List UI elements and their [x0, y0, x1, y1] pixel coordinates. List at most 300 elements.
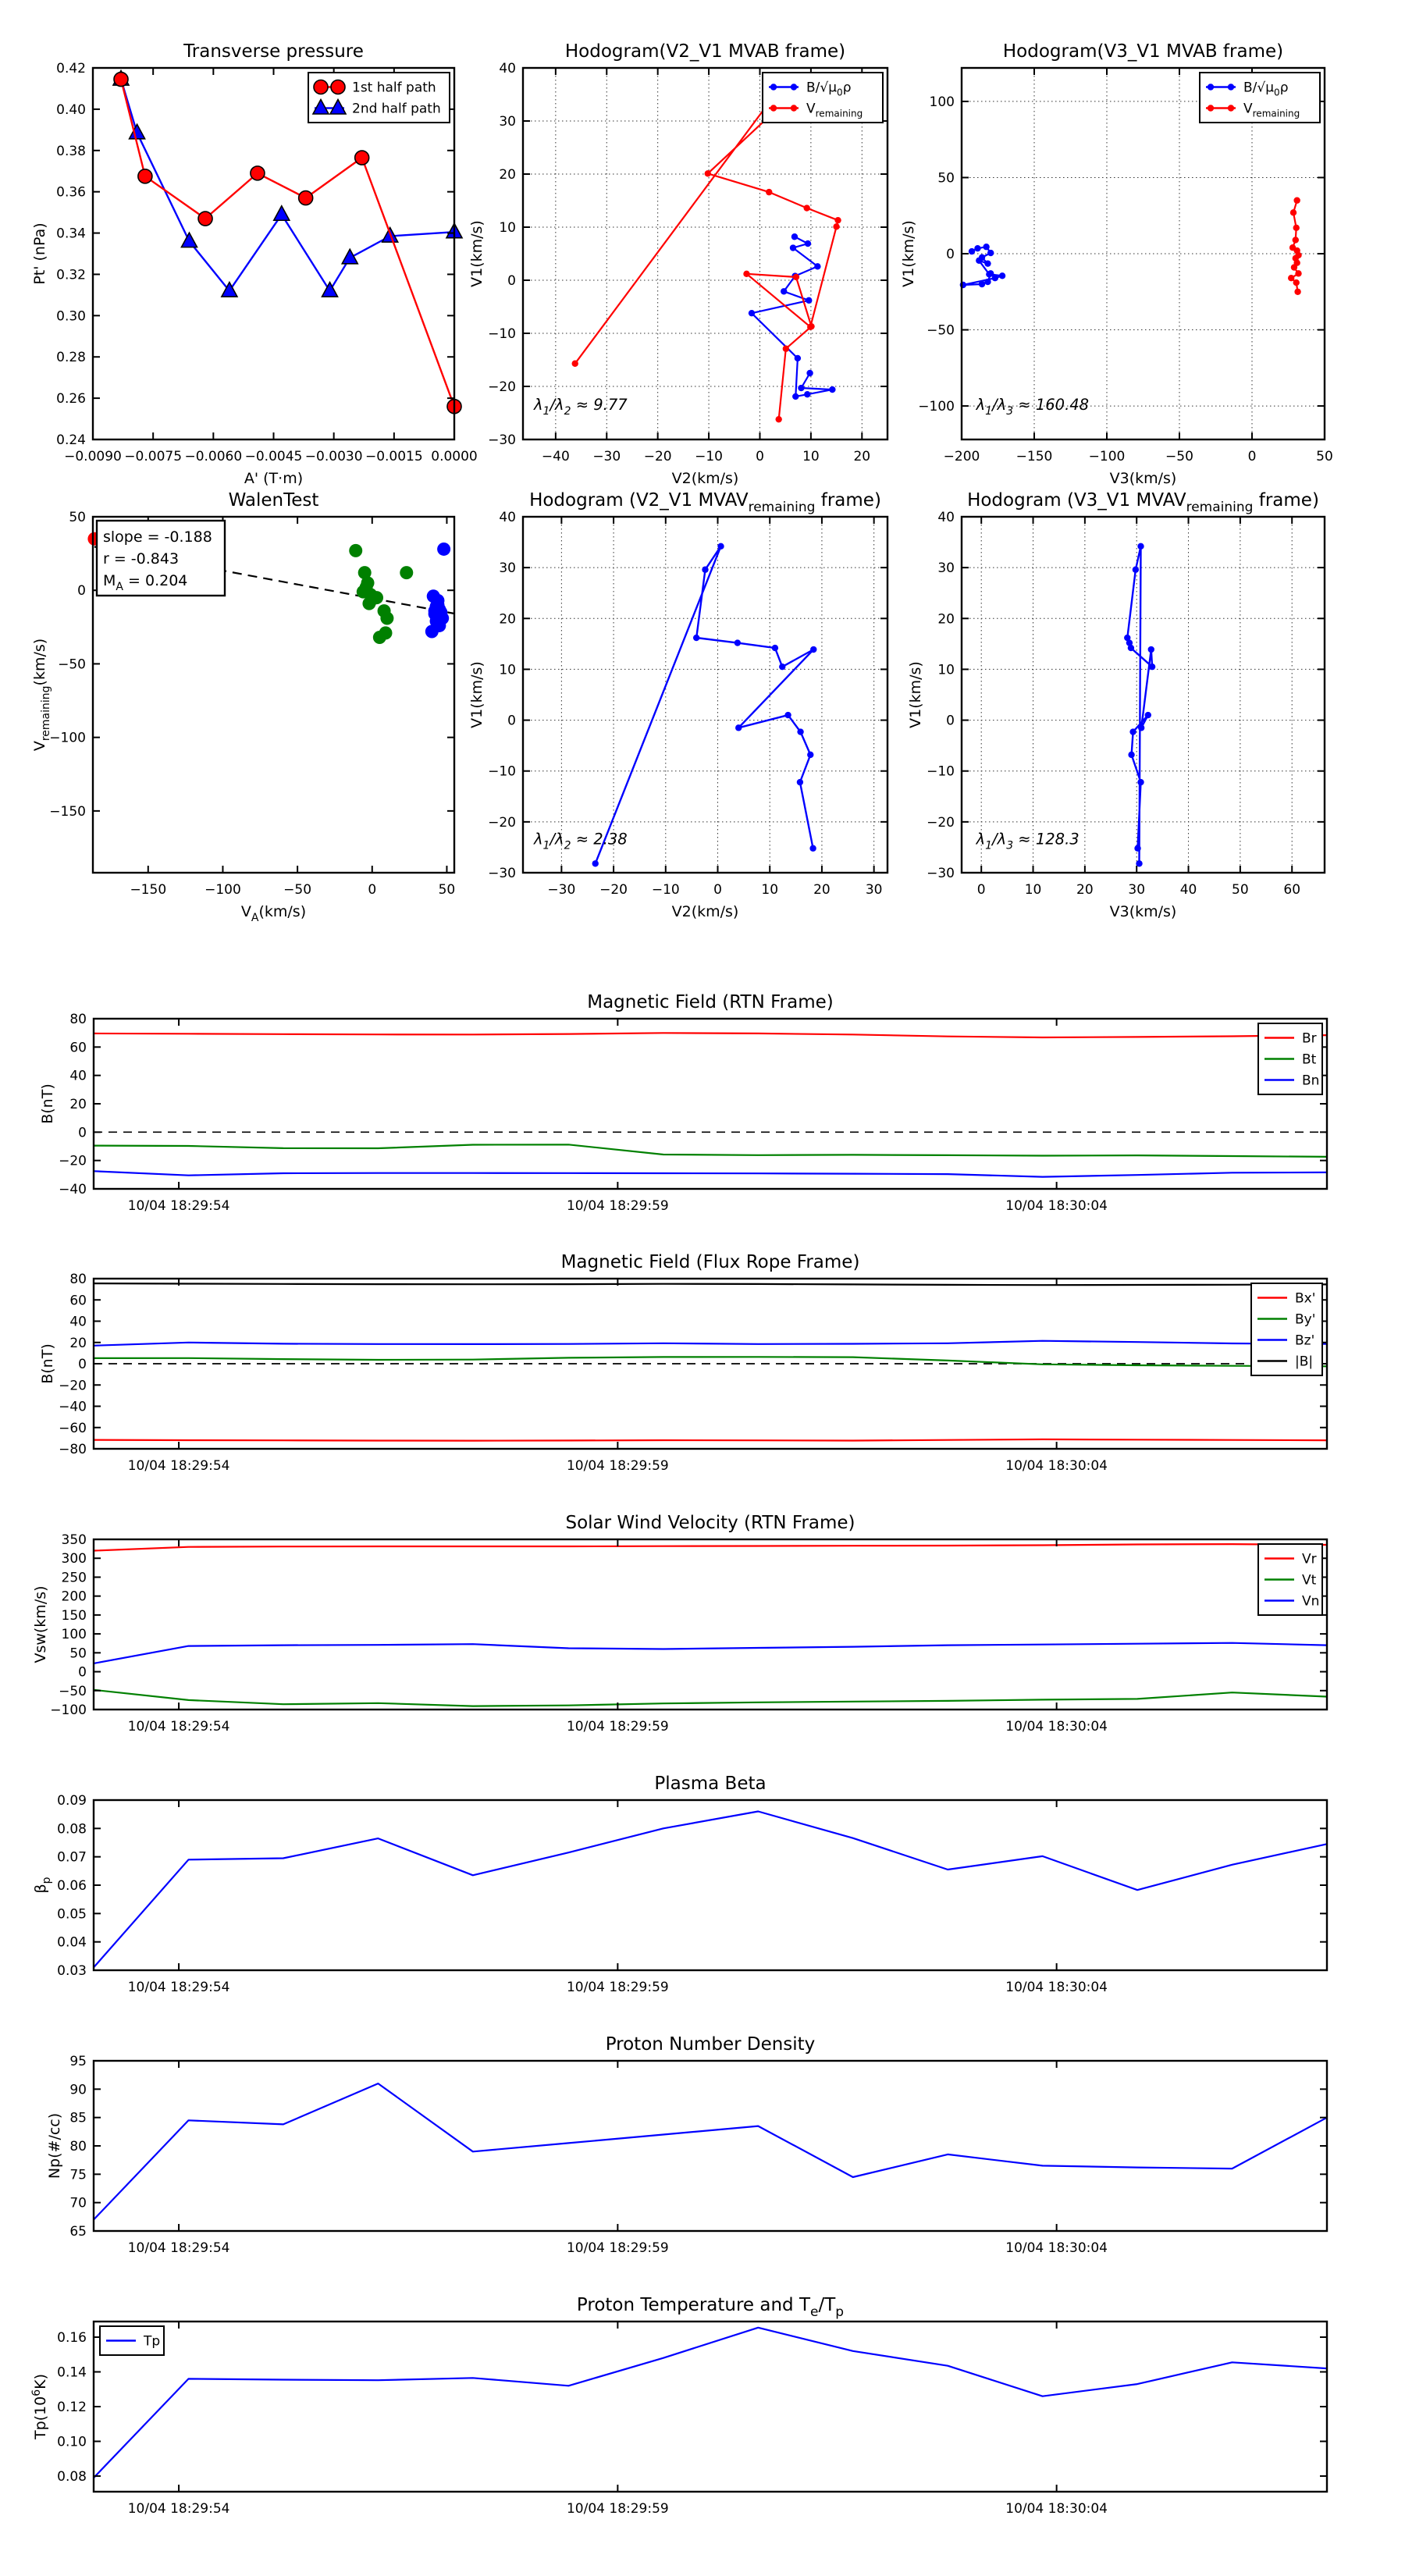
series-Tp — [94, 2328, 1327, 2478]
y-tick-label: 0.14 — [57, 2364, 87, 2381]
data-point — [987, 250, 994, 256]
x-tick-label: 10/04 18:29:59 — [566, 2501, 669, 2517]
data-point — [808, 323, 814, 329]
data-point — [791, 84, 797, 90]
data-point — [702, 567, 708, 573]
y-tick-label: 10 — [499, 220, 516, 236]
axes-frame — [523, 68, 887, 439]
data-point — [805, 240, 811, 247]
chart-proton-temperature — [30, 2295, 1327, 2517]
legend — [1200, 73, 1320, 123]
data-point — [1228, 105, 1234, 111]
x-tick-label: 0 — [756, 449, 764, 464]
data-point — [987, 270, 994, 276]
x-tick-label: 30 — [865, 882, 883, 898]
x-tick-label: −0.0075 — [124, 449, 183, 464]
y-axis-label: B(nT) — [39, 1343, 56, 1384]
x-tick-label: 10/04 18:29:59 — [566, 1719, 669, 1735]
data-point — [274, 206, 290, 221]
x-tick-label: 10/04 18:29:54 — [127, 1198, 230, 1214]
legend-label: Br — [1302, 1030, 1317, 1047]
x-tick-label: 10 — [761, 882, 779, 898]
x-tick-label: 10/04 18:29:54 — [127, 1719, 230, 1735]
chart-title: WalenTest — [228, 490, 319, 511]
y-tick-label: 0 — [78, 1357, 87, 1372]
chart-proton-number-density — [46, 2034, 1327, 2256]
x-tick-label: −30 — [592, 449, 621, 464]
chart-hodogram-v3v1-mvav — [907, 490, 1325, 920]
data-point — [806, 297, 812, 304]
x-tick-label: −0.0045 — [244, 449, 303, 464]
data-point — [979, 281, 985, 287]
annotation: $\lambda_1/\lambda_3 \approx 128.3$ — [976, 830, 1080, 852]
annotation: $\lambda_1/\lambda_3 \approx 160.48$ — [976, 395, 1090, 418]
y-tick-label: −10 — [488, 763, 516, 780]
y-tick-label: −20 — [59, 1378, 87, 1394]
data-point — [795, 355, 801, 361]
axes-frame — [94, 2322, 1327, 2492]
y-tick-label: 65 — [69, 2224, 87, 2240]
y-tick-label: 300 — [61, 1551, 87, 1567]
x-axis-label: V3(km/s) — [1109, 903, 1177, 920]
y-tick-label: 10 — [937, 662, 955, 678]
data-point — [791, 233, 798, 240]
y-tick-label: 0.03 — [57, 1963, 87, 1979]
chart-magnetic-field-flux-rope — [39, 1252, 1327, 1474]
legend — [763, 73, 883, 123]
y-tick-label: −100 — [918, 399, 955, 415]
data-point — [1293, 279, 1300, 286]
y-tick-label: −50 — [58, 656, 86, 673]
x-tick-label: 10/04 18:29:54 — [127, 1458, 230, 1474]
y-tick-label: −20 — [488, 814, 516, 831]
stats-line: slope = -0.188 — [103, 528, 212, 546]
data-point — [1128, 752, 1134, 758]
data-point — [1228, 84, 1234, 90]
x-axis-label: $V_A(km/s)$ — [240, 903, 307, 924]
y-tick-label: 0 — [507, 713, 516, 729]
chart-hodogram-v3v1-mvab — [900, 41, 1333, 487]
data-point — [1138, 724, 1144, 731]
x-tick-label: −0.0090 — [64, 449, 122, 464]
y-tick-label: 350 — [61, 1532, 87, 1548]
axes-frame — [94, 1800, 1327, 1970]
data-point — [793, 274, 799, 280]
legend-label: 2nd half path — [352, 101, 441, 117]
y-tick-label: 30 — [937, 560, 955, 577]
y-axis-label: V1(km/s) — [468, 661, 486, 728]
data-point — [1129, 728, 1136, 735]
series-V_remaining — [1127, 546, 1152, 864]
data-point — [251, 166, 265, 180]
legend-label: Bx' — [1295, 1290, 1316, 1307]
legend-label: $B/√\mu_0\rho$ — [1243, 80, 1289, 98]
y-tick-label: 10 — [499, 662, 516, 678]
axes-frame — [94, 1019, 1327, 1189]
chart-title: Proton Number Density — [605, 2034, 816, 2055]
series-|B| — [94, 1283, 1327, 1285]
legend-label: $V_{remaining}$ — [1243, 101, 1300, 119]
x-tick-label: 0 — [976, 882, 986, 898]
legend — [308, 73, 450, 123]
data-point — [984, 279, 991, 285]
x-tick-label: 50 — [438, 882, 456, 898]
y-tick-label: 30 — [499, 114, 516, 130]
series-1st half path — [121, 80, 454, 407]
y-tick-label: 0.08 — [57, 1821, 87, 1838]
y-tick-label: 20 — [499, 611, 516, 628]
data-point — [1149, 664, 1155, 670]
series-Bz' — [94, 1341, 1327, 1346]
y-tick-label: 0.08 — [57, 2468, 87, 2485]
y-axis-label: Vsw(km/s) — [32, 1585, 49, 1663]
series-V_remaining — [575, 88, 838, 419]
legend-label: Vt — [1302, 1572, 1317, 1589]
data-point — [770, 105, 777, 111]
y-tick-label: 75 — [69, 2167, 87, 2183]
data-point — [181, 233, 197, 247]
y-tick-label: 20 — [69, 1335, 87, 1351]
data-point — [809, 845, 816, 852]
data-point — [781, 288, 787, 294]
x-tick-label: 10 — [802, 449, 820, 464]
stats-line: r = -0.843 — [103, 550, 180, 568]
data-point — [431, 599, 444, 612]
y-tick-label: 50 — [937, 170, 955, 187]
legend-label: Bz' — [1295, 1332, 1315, 1349]
legend-label: Vr — [1302, 1551, 1317, 1567]
y-tick-label: 0.04 — [57, 1934, 87, 1951]
series-B — [752, 237, 832, 397]
x-tick-label: 0 — [1247, 449, 1257, 464]
x-tick-label: 0 — [368, 882, 377, 898]
x-tick-label: 10/04 18:30:04 — [1005, 2240, 1108, 2256]
data-point — [749, 310, 755, 316]
y-tick-label: 0.36 — [56, 184, 86, 201]
y-tick-label: −10 — [488, 326, 516, 342]
legend-label: Bt — [1302, 1051, 1317, 1068]
x-tick-label: −30 — [547, 882, 576, 898]
y-axis-label: B(nT) — [39, 1083, 56, 1124]
y-tick-label: 60 — [69, 1293, 87, 1309]
chart-plasma-beta — [32, 1774, 1327, 1995]
y-tick-label: −40 — [59, 1182, 87, 1197]
x-tick-label: −50 — [283, 882, 312, 898]
data-point — [1290, 209, 1297, 215]
data-point — [807, 752, 813, 758]
chart-title: Transverse pressure — [183, 41, 364, 62]
x-tick-label: 10/04 18:29:59 — [566, 1458, 669, 1474]
data-point — [1134, 845, 1140, 852]
y-tick-label: −30 — [927, 866, 955, 881]
y-axis-label: $V_{remaining}(km/s)$ — [31, 638, 52, 752]
x-tick-label: 0 — [713, 882, 722, 898]
x-tick-label: 10/04 18:30:04 — [1005, 1458, 1108, 1474]
data-point — [1133, 567, 1139, 573]
x-tick-label: 20 — [853, 449, 871, 464]
chart-title: Hodogram (V2_V1 $MVAV_{remaining}$ frame) — [529, 490, 881, 515]
y-tick-label: 0.16 — [57, 2330, 87, 2347]
legend — [1258, 1023, 1322, 1094]
data-point — [342, 249, 357, 264]
y-tick-label: −60 — [59, 1420, 87, 1436]
series-Vn — [94, 1643, 1327, 1663]
chart-walen-test — [31, 490, 455, 924]
x-tick-label: 30 — [1128, 882, 1146, 898]
data-point — [437, 543, 450, 556]
x-tick-label: −100 — [205, 882, 241, 898]
data-point — [379, 626, 392, 639]
data-point — [804, 391, 810, 397]
y-tick-label: −20 — [927, 814, 955, 831]
axes-frame — [962, 517, 1325, 873]
x-axis-label: V2(km/s) — [671, 470, 739, 487]
data-point — [766, 189, 772, 195]
chart-title: Hodogram(V3_V1 MVAB frame) — [1002, 41, 1284, 62]
data-point — [572, 361, 578, 367]
axes-frame — [93, 68, 454, 439]
y-tick-label: 40 — [69, 1314, 87, 1330]
series-Bx' — [94, 1439, 1327, 1441]
data-point — [1137, 779, 1144, 785]
y-axis-label: V1(km/s) — [900, 220, 917, 287]
data-point — [999, 272, 1005, 279]
y-tick-label: −50 — [59, 1683, 87, 1699]
data-point — [770, 84, 777, 90]
x-tick-label: 10/04 18:29:59 — [566, 1198, 669, 1214]
legend-label: $V_{remaining}$ — [806, 101, 863, 119]
chart-hodogram-v2v1-mvav — [468, 490, 887, 920]
y-tick-label: 0.28 — [56, 350, 86, 366]
data-point — [1148, 646, 1154, 653]
y-tick-label: 20 — [499, 167, 516, 183]
x-tick-label: −150 — [1016, 449, 1053, 464]
y-tick-label: 30 — [499, 560, 516, 577]
data-point — [1295, 270, 1301, 276]
y-tick-label: 60 — [69, 1040, 87, 1056]
data-point — [829, 386, 835, 393]
legend-label: Tp — [144, 2333, 161, 2350]
data-point — [974, 245, 980, 251]
annotation: $\lambda_1/\lambda_2 \approx 2.38$ — [534, 830, 628, 852]
y-tick-label: 0.10 — [57, 2434, 87, 2450]
x-tick-label: −100 — [1088, 449, 1126, 464]
y-tick-label: 0 — [78, 1125, 87, 1141]
chart-title: Magnetic Field (RTN Frame) — [587, 992, 834, 1012]
x-tick-label: 10/04 18:29:59 — [566, 1980, 669, 1995]
data-point — [779, 664, 785, 670]
y-tick-label: −50 — [927, 322, 955, 339]
data-point — [797, 779, 803, 785]
x-tick-label: 10/04 18:29:59 — [566, 2240, 669, 2256]
y-tick-label: 50 — [69, 1646, 87, 1662]
chart-title: Hodogram (V3_V1 $MVAV_{remaining}$ frame) — [967, 490, 1319, 515]
y-tick-label: 0 — [78, 1664, 87, 1681]
x-tick-label: 10 — [1024, 882, 1042, 898]
y-tick-label: 0.09 — [57, 1793, 87, 1809]
data-point — [792, 393, 799, 400]
x-tick-label: 10/04 18:29:54 — [127, 2501, 230, 2517]
y-tick-label: 150 — [61, 1607, 87, 1624]
x-tick-label: 50 — [1232, 882, 1249, 898]
legend-label: Bn — [1302, 1073, 1320, 1089]
data-point — [797, 728, 803, 735]
data-point — [1293, 197, 1300, 204]
x-tick-label: 20 — [813, 882, 831, 898]
x-axis-label: V3(km/s) — [1109, 470, 1177, 487]
y-axis-label: $Tp(10^6K)$ — [30, 2373, 49, 2440]
data-point — [299, 191, 313, 205]
y-tick-label: 70 — [69, 2195, 87, 2211]
series-Bt — [94, 1144, 1327, 1157]
y-tick-label: 0 — [507, 273, 516, 289]
series-Br — [94, 1033, 1327, 1037]
stats-box — [97, 521, 225, 596]
x-tick-label: 40 — [1179, 882, 1197, 898]
chart-title: Plasma Beta — [654, 1774, 767, 1794]
y-tick-label: 0 — [77, 583, 86, 600]
chart-transverse-pressure — [31, 41, 478, 487]
axes-frame — [94, 2061, 1327, 2231]
data-point — [370, 591, 383, 604]
x-tick-label: 10/04 18:30:04 — [1005, 1198, 1108, 1214]
data-point — [784, 712, 791, 718]
data-point — [322, 283, 338, 297]
chart-title: Solar Wind Velocity (RTN Frame) — [565, 1513, 855, 1533]
data-point — [834, 217, 841, 223]
x-tick-label: −10 — [651, 882, 680, 898]
chart-solar-wind-velocity — [32, 1513, 1327, 1735]
data-point — [717, 543, 724, 550]
data-point — [1137, 543, 1144, 550]
legend-label: |B| — [1295, 1354, 1314, 1370]
chart-magnetic-field-rtn — [39, 992, 1327, 1214]
data-point — [314, 80, 328, 94]
y-tick-label: 40 — [499, 510, 516, 525]
data-point — [1294, 289, 1300, 295]
data-point — [138, 169, 152, 183]
legend — [100, 2326, 164, 2355]
y-tick-label: 0.26 — [56, 391, 86, 407]
y-tick-label: 250 — [61, 1570, 87, 1586]
data-point — [349, 544, 362, 557]
y-tick-label: 0.05 — [57, 1906, 87, 1923]
data-point — [803, 205, 809, 211]
y-tick-label: −40 — [59, 1399, 87, 1415]
data-point — [1291, 264, 1297, 270]
annotation: $\lambda_1/\lambda_2 \approx 9.77$ — [534, 395, 628, 418]
y-tick-label: −20 — [488, 379, 516, 395]
y-tick-label: 0 — [946, 713, 955, 729]
data-point — [380, 612, 393, 625]
data-point — [1208, 84, 1214, 90]
y-tick-label: 80 — [69, 2139, 87, 2154]
x-tick-label: −10 — [695, 449, 724, 464]
x-tick-label: 10/04 18:30:04 — [1005, 1980, 1108, 1995]
y-tick-label: −100 — [49, 730, 86, 746]
y-tick-label: 200 — [61, 1589, 87, 1605]
data-point — [331, 80, 345, 94]
x-tick-label: 10/04 18:30:04 — [1005, 1719, 1108, 1735]
y-tick-label: 80 — [69, 1272, 87, 1287]
y-tick-label: −30 — [488, 866, 516, 881]
y-tick-label: 0.06 — [57, 1878, 87, 1894]
x-tick-label: 50 — [1316, 449, 1333, 464]
x-axis-label: V2(km/s) — [671, 903, 739, 920]
data-point — [772, 645, 778, 651]
x-tick-label: 60 — [1283, 882, 1301, 898]
y-axis-label: $\beta_p$ — [32, 1877, 53, 1894]
y-tick-label: 0.40 — [56, 101, 86, 118]
x-tick-label: 10/04 18:30:04 — [1005, 2501, 1108, 2517]
series-beta_p — [94, 1812, 1327, 1968]
data-point — [1208, 105, 1214, 111]
data-point — [1145, 712, 1151, 718]
series-By' — [94, 1357, 1327, 1366]
y-tick-label: −80 — [59, 1442, 87, 1457]
data-point — [1293, 237, 1299, 243]
legend — [1251, 1283, 1322, 1375]
legend — [1258, 1544, 1322, 1615]
data-point — [1293, 225, 1300, 231]
data-point — [984, 260, 991, 266]
y-tick-label: 0.42 — [56, 61, 86, 76]
chart-hodogram-v2v1-mvab — [468, 41, 887, 487]
x-tick-label: −0.0015 — [365, 449, 423, 464]
y-tick-label: −30 — [488, 432, 516, 448]
y-tick-label: 0.30 — [56, 308, 86, 325]
y-tick-label: 40 — [937, 510, 955, 525]
y-axis-label: V1(km/s) — [468, 220, 486, 287]
data-point — [705, 170, 711, 176]
x-tick-label: 10/04 18:29:54 — [127, 2240, 230, 2256]
chart-title: Proton Temperature and $T_e/T_p$ — [576, 2295, 845, 2320]
data-point — [833, 223, 839, 229]
x-tick-label: 20 — [1076, 882, 1094, 898]
data-point — [814, 263, 820, 269]
chart-title: Hodogram(V2_V1 MVAB frame) — [564, 41, 846, 62]
series-Np — [94, 2083, 1327, 2219]
x-tick-label: 0.0000 — [431, 449, 478, 464]
series-Bn — [94, 1171, 1327, 1176]
data-point — [791, 105, 797, 111]
x-tick-label: −200 — [943, 449, 980, 464]
data-point — [798, 385, 804, 391]
data-point — [810, 646, 816, 653]
y-tick-label: 0.32 — [56, 267, 86, 283]
data-point — [1288, 275, 1294, 281]
data-point — [592, 860, 599, 866]
data-point — [775, 416, 781, 422]
x-axis-label: A' (T·m) — [244, 470, 304, 487]
axes-frame — [94, 1539, 1327, 1710]
y-tick-label: 100 — [929, 94, 955, 110]
y-tick-label: 95 — [69, 2054, 87, 2069]
data-point — [1128, 645, 1134, 651]
data-point — [976, 258, 982, 264]
data-point — [983, 244, 989, 250]
data-point — [400, 566, 413, 579]
y-tick-label: 0.07 — [57, 1849, 87, 1866]
y-tick-label: 80 — [69, 1012, 87, 1027]
x-tick-label: −20 — [599, 882, 628, 898]
y-tick-label: 20 — [937, 611, 955, 628]
y-tick-label: 20 — [69, 1097, 87, 1112]
legend-label: 1st half path — [352, 80, 436, 96]
y-tick-label: 0.38 — [56, 143, 86, 159]
data-point — [735, 639, 741, 646]
data-point — [743, 271, 749, 277]
